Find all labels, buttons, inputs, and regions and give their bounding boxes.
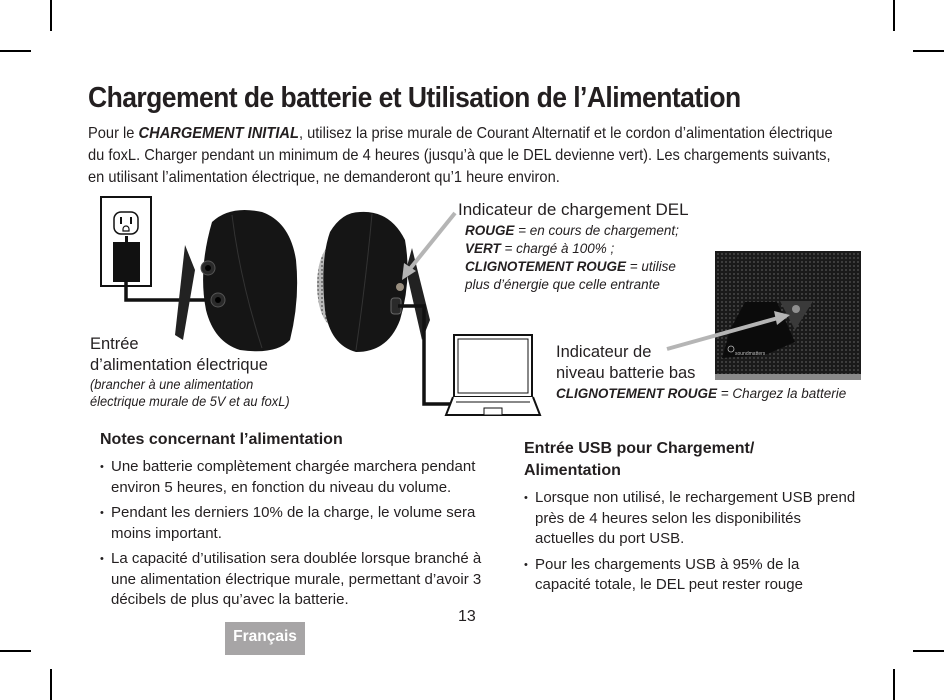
crop-mark <box>893 669 895 700</box>
power-input-label-line1: Entrée <box>90 335 139 353</box>
usb-section <box>524 438 859 601</box>
low-battery-caption <box>556 342 862 403</box>
usb-list <box>524 488 859 596</box>
notes-list <box>100 457 500 611</box>
usb-heading-line2: Alimentation <box>524 462 621 479</box>
led-indicator-label: Indicateur de chargement DEL <box>458 200 689 219</box>
list-item: • La capacité d’utilisation sera doublée lorsque branché à une alimentation électrique murale, permettant d’avoir 3 décibels de plus qu’avec la batterie. <box>100 549 500 611</box>
power-input-label-line2: d’alimentation électrique <box>90 356 268 374</box>
list-item: • Pour les chargements USB à 95% de la capacité totale, le DEL peut rester rouge <box>524 555 859 596</box>
power-adapter-icon <box>113 236 140 282</box>
low-battery-label-line1: Indicateur de <box>556 343 652 361</box>
notes-section <box>100 429 500 616</box>
list-item: • Lorsque non utilisé, le rechargement USB prend près de 4 heures selon les disponibilités actuelles du port USB. <box>524 488 859 550</box>
led-row-continuation: plus d’énergie que celle entrante <box>465 277 660 293</box>
list-item: • Une batterie complètement chargée marchera pendant environ 5 heures, en fonction du niveau du volume. <box>100 457 500 498</box>
intro-prefix: Pour le <box>88 125 139 142</box>
laptop-icon <box>446 335 540 415</box>
speaker-right-image <box>317 212 430 352</box>
led-row-green: VERT = chargé à 100% ; <box>465 241 615 257</box>
power-input-note-line2: électrique murale de 5V et au foxL) <box>90 394 290 409</box>
page-title: Chargement de batterie et Utilisation de l’Alimentation <box>88 82 741 114</box>
power-input-caption <box>90 334 300 410</box>
low-battery-label-line2: niveau batterie bas <box>556 364 696 382</box>
language-tab: Français <box>225 622 305 655</box>
svg-text:soundmatters: soundmatters <box>735 351 766 357</box>
crop-mark <box>50 669 52 700</box>
notes-heading: Notes concernant l’alimentation <box>100 431 343 448</box>
speaker-left-image <box>175 210 297 351</box>
led-indicator-legend <box>465 222 679 294</box>
crop-mark <box>913 650 944 652</box>
power-input-note-line1: (brancher à une alimentation <box>90 377 254 392</box>
led-row-blinking: CLIGNOTEMENT ROUGE = utilise <box>465 259 676 275</box>
usb-heading-line1: Entrée USB pour Chargement/ <box>524 440 755 457</box>
page-number: 13 <box>458 608 476 625</box>
crop-mark <box>0 650 31 652</box>
list-item: • Pendant les derniers 10% de la charge, le volume sera moins important. <box>100 503 500 544</box>
low-battery-legend: CLIGNOTEMENT ROUGE = Chargez la batterie <box>556 386 847 402</box>
intro-emphasis: CHARGEMENT INITIAL <box>138 125 299 142</box>
led-row-red: ROUGE = en cours de chargement; <box>465 223 679 239</box>
arrow-icon <box>402 213 455 280</box>
intro-rest: , utilisez la prise murale de Courant Alternatif et le cordon d’alimentation électrique du foxL. Charger pendant un minimum de 4 heures (jusqu’à que le DEL devienne vert). Les chargements suivants, en utilisant l’alimentation électrique, ne demanderont qu’1 heure environ. <box>88 125 833 187</box>
